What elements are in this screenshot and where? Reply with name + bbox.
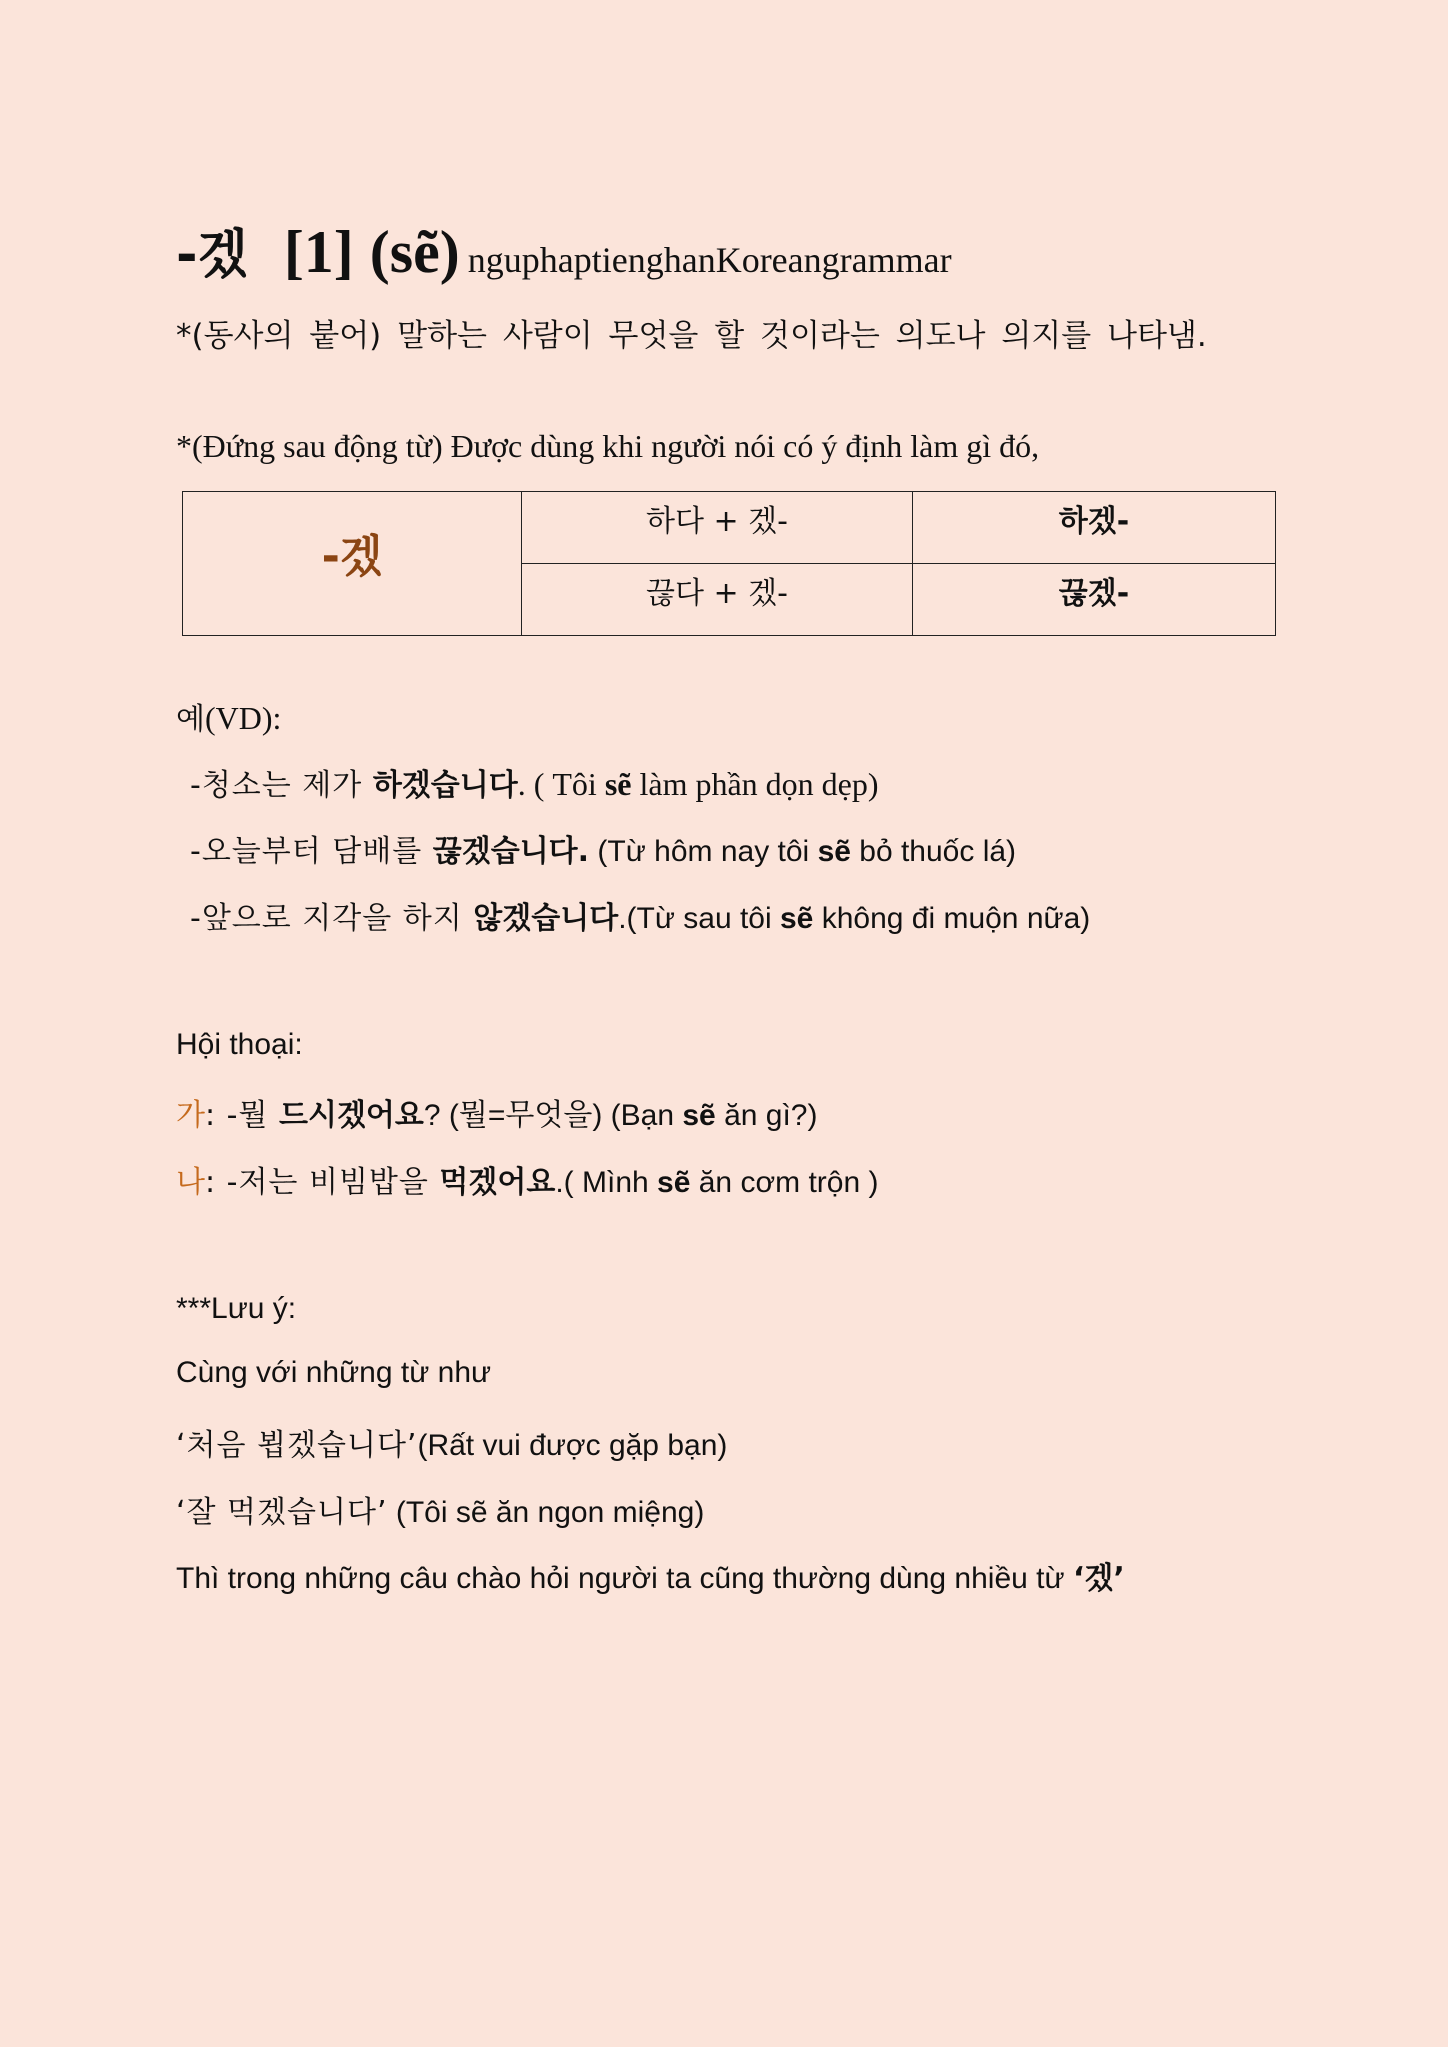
- table-result: 끊겠-: [913, 564, 1276, 636]
- table-result: 하겠-: [913, 492, 1276, 564]
- speaker-label: 가: [176, 1098, 205, 1133]
- table-formula: 하다 + 겠-: [522, 492, 913, 564]
- example-sentence: -앞으로 지각을 하지 않겠습니다.(Từ sau tôi sẽ không đi muộn nữa): [190, 901, 1091, 936]
- table-formula: 끊다 + 겠-: [522, 564, 913, 636]
- example-sentence: -오늘부터 담배를 끊겠습니다. (Từ hôm nay tôi sẽ bỏ thuốc lá): [190, 834, 1017, 869]
- note-heading: ***Lưu ý:: [176, 1292, 297, 1325]
- definition-korean: *(동사의 붙어) 말하는 사람이 무엇을 할 것이라는 의도나 의지를 나타냄.: [176, 318, 1207, 354]
- dialogue-line: 나: -저는 비빔밥을 먹겠어요.( Mình sẽ ăn cơm trộn ): [176, 1165, 879, 1200]
- note-line: ‘잘 먹겠습니다’ (Tôi sẽ ăn ngon miệng): [176, 1495, 705, 1530]
- examples-label: 예(VD):: [176, 700, 282, 737]
- title-source: nguphaptienghanKoreangrammar: [467, 240, 952, 280]
- speaker-label: 나: [176, 1165, 205, 1200]
- table-grammar-label: -겠: [183, 492, 522, 636]
- definition-vietnamese: *(Đứng sau động từ) Được dùng khi người nói có ý định làm gì đó,: [176, 428, 1040, 464]
- title-number: [1]: [283, 219, 354, 285]
- conjugation-table: [182, 491, 1276, 636]
- dialogue-line: 가: -뭘 드시겠어요? (뭘=무엇을) (Bạn sẽ ăn gì?): [176, 1098, 818, 1133]
- page-title: [176, 212, 952, 287]
- dialogue-heading: Hội thoại:: [176, 1028, 303, 1061]
- note-line: Cùng với những từ như: [176, 1356, 492, 1389]
- table-row: [183, 492, 1276, 564]
- title-meaning: (sẽ): [369, 219, 460, 285]
- note-line: ‘처음 뵙겠습니다’(Rất vui được gặp bạn): [176, 1428, 728, 1463]
- note-line: Thì trong những câu chào hỏi người ta cũng thường dùng nhiều từ ‘겠’: [176, 1561, 1125, 1596]
- example-sentence: -청소는 제가 하겠습니다. ( Tôi sẽ làm phần dọn dẹp): [190, 766, 879, 803]
- title-grammar: -겠: [176, 225, 248, 285]
